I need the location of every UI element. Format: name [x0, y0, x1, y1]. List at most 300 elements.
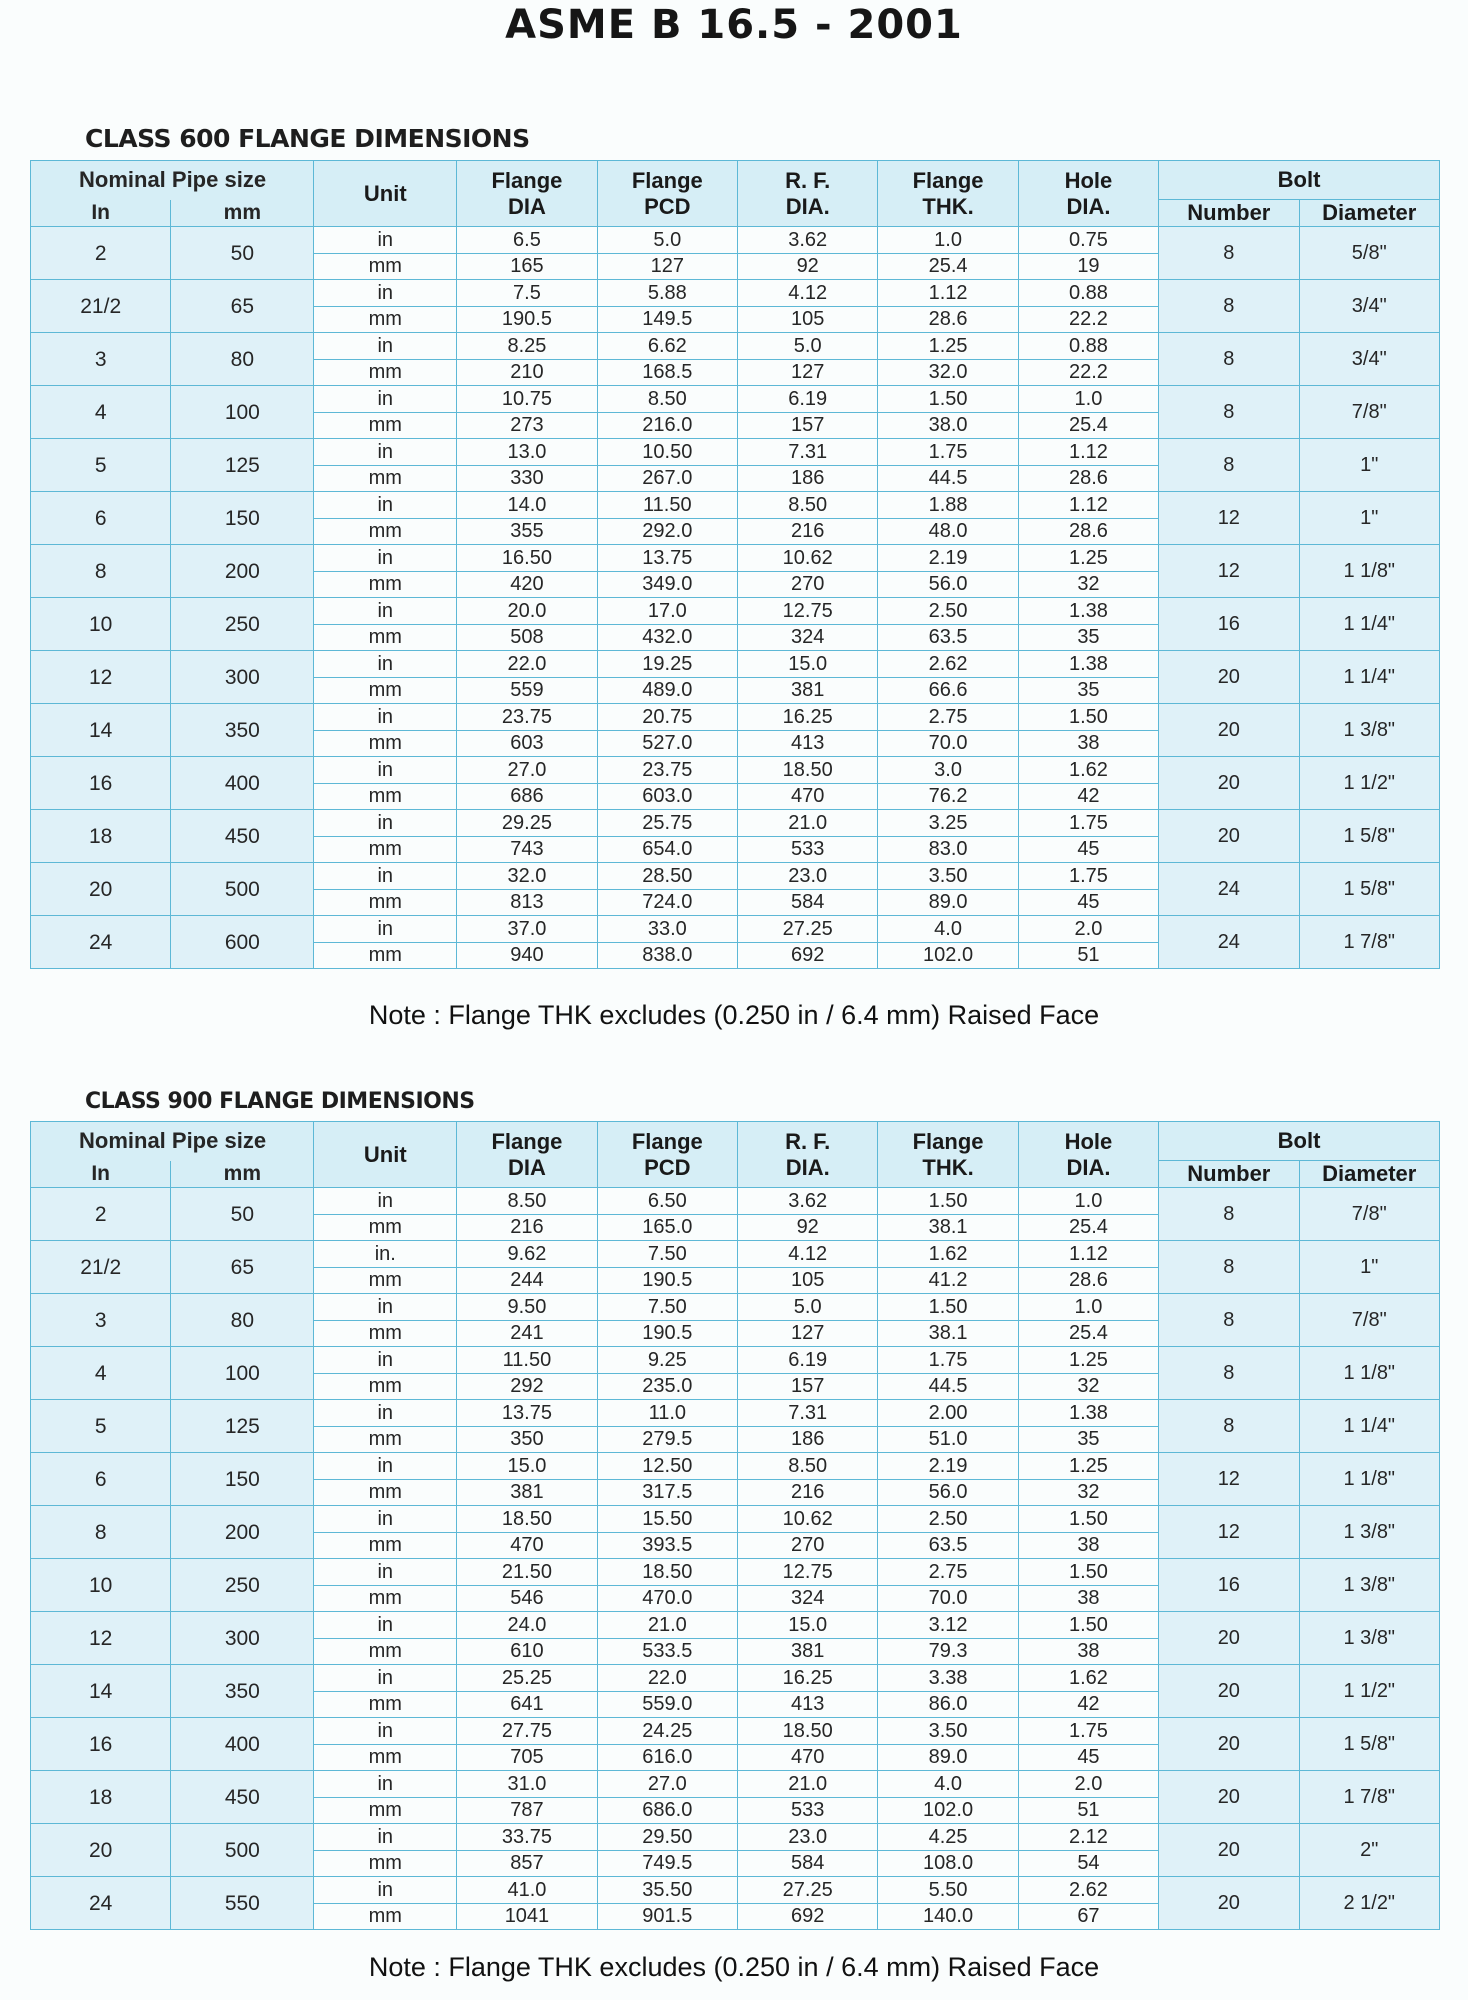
- flange-thk-cell: 1.50: [878, 1294, 1018, 1321]
- flange-pcd-cell: 22.0: [597, 1665, 737, 1692]
- flange-thk-cell: 38.1: [878, 1214, 1018, 1241]
- bolt-number-cell: 24: [1159, 916, 1299, 969]
- unit-cell: mm: [314, 359, 457, 386]
- rf-dia-cell: 584: [738, 889, 878, 916]
- flange-thk-cell: 76.2: [878, 783, 1018, 810]
- bolt-diameter-cell: 1 7/8": [1299, 1771, 1440, 1824]
- bolt-diameter-cell: 5/8": [1299, 227, 1440, 280]
- rf-dia-cell: 381: [738, 677, 878, 704]
- rf-dia-cell: 92: [738, 253, 878, 280]
- hole-dia-cell: 1.0: [1018, 386, 1158, 413]
- unit-cell: mm: [314, 624, 457, 651]
- size-in-cell: 5: [31, 439, 171, 492]
- bolt-diameter-cell: 1 1/8": [1299, 1453, 1440, 1506]
- bolt-number-cell: 12: [1159, 492, 1299, 545]
- unit-cell: mm: [314, 571, 457, 598]
- unit-cell: mm: [314, 465, 457, 492]
- rf-dia-cell: 23.0: [738, 863, 878, 890]
- flange-pcd-cell: 12.50: [597, 1453, 737, 1480]
- hole-dia-header-line1: Hole: [1064, 168, 1113, 194]
- flange-pcd-cell: 11.0: [597, 1400, 737, 1427]
- flange-pcd-cell: 190.5: [597, 1320, 737, 1347]
- hole-dia-cell: 38: [1018, 1638, 1158, 1665]
- hole-dia-cell: 2.62: [1018, 1877, 1158, 1904]
- flange-thk-cell: 2.19: [878, 1453, 1018, 1480]
- flange-pcd-cell: 527.0: [597, 730, 737, 757]
- flange-thk-cell: 70.0: [878, 730, 1018, 757]
- size-in-cell: 16: [31, 757, 171, 810]
- hole-dia-cell: 42: [1018, 1691, 1158, 1718]
- rf-dia-cell: 692: [738, 1903, 878, 1930]
- flange-pcd-cell: 7.50: [597, 1294, 737, 1321]
- flange-dia-cell: 813: [457, 889, 597, 916]
- bolt-number-cell: 20: [1159, 1877, 1299, 1930]
- size-in-cell: 21/2: [31, 1241, 171, 1294]
- hole-dia-cell: 35: [1018, 677, 1158, 704]
- flange-thk-cell: 63.5: [878, 1532, 1018, 1559]
- size-mm-cell: 500: [171, 863, 314, 916]
- rf-dia-cell: 127: [738, 359, 878, 386]
- bolt-number-cell: 16: [1159, 1559, 1299, 1612]
- rf-dia-cell: 92: [738, 1214, 878, 1241]
- size-mm-cell: 350: [171, 704, 314, 757]
- hole-dia-cell: 1.38: [1018, 598, 1158, 625]
- rf-dia-cell: 216: [738, 1479, 878, 1506]
- rf-dia-cell: 413: [738, 730, 878, 757]
- flange-pcd-cell: 17.0: [597, 598, 737, 625]
- table-row: [31, 1294, 1440, 1321]
- bolt-diameter-cell: 1 3/8": [1299, 1506, 1440, 1559]
- bolt-header: Bolt: [1159, 161, 1440, 200]
- flange-dia-cell: 8.50: [457, 1188, 597, 1215]
- flange-dia-cell: 350: [457, 1426, 597, 1453]
- flange-pcd-cell: 8.50: [597, 386, 737, 413]
- bolt-number-cell: 8: [1159, 1347, 1299, 1400]
- bolt-number-cell: 12: [1159, 1453, 1299, 1506]
- bolt-number-cell: 8: [1159, 333, 1299, 386]
- flange-pcd-cell: 267.0: [597, 465, 737, 492]
- flange-thk-header-line1: Flange: [912, 1129, 984, 1155]
- table-row: [31, 1771, 1440, 1798]
- bolt-number-cell: 8: [1159, 227, 1299, 280]
- hole-dia-cell: 28.6: [1018, 518, 1158, 545]
- bolt-number-cell: 20: [1159, 1824, 1299, 1877]
- bolt-diameter-cell: 1 1/8": [1299, 545, 1440, 598]
- flange-pcd-header-line1: Flange: [631, 168, 703, 194]
- flange-dia-header-line2: DIA: [507, 1154, 546, 1180]
- flange-pcd-cell: 292.0: [597, 518, 737, 545]
- flange-pcd-header-line1: Flange: [631, 1129, 703, 1155]
- flange-pcd-cell: 489.0: [597, 677, 737, 704]
- flange-thk-cell: 1.75: [878, 439, 1018, 466]
- hole-dia-cell: 1.62: [1018, 757, 1158, 784]
- rf-dia-cell: 6.19: [738, 386, 878, 413]
- bolt-number-cell: 12: [1159, 545, 1299, 598]
- flange-dia-cell: 857: [457, 1850, 597, 1877]
- flange-thk-cell: 4.0: [878, 1771, 1018, 1798]
- bolt-number-cell: 20: [1159, 1612, 1299, 1665]
- flange-thk-cell: 3.38: [878, 1665, 1018, 1692]
- size-mm-cell: 150: [171, 492, 314, 545]
- hole-dia-cell: 1.62: [1018, 1665, 1158, 1692]
- flange-thk-cell: 51.0: [878, 1426, 1018, 1453]
- flange-dia-cell: 559: [457, 677, 597, 704]
- bolt-number-cell: 20: [1159, 757, 1299, 810]
- flange-dia-cell: 32.0: [457, 863, 597, 890]
- hole-dia-cell: 1.50: [1018, 704, 1158, 731]
- class-600-note: Note : Flange THK excludes (0.250 in / 6.4 mm) Raised Face: [368, 1000, 1100, 1030]
- table-row: [31, 386, 1440, 413]
- size-in-cell: 20: [31, 1824, 171, 1877]
- size-in-cell: 6: [31, 1453, 171, 1506]
- table-row: [31, 1188, 1440, 1215]
- size-in-cell: 2: [31, 227, 171, 280]
- flange-dia-cell: 8.25: [457, 333, 597, 360]
- flange-thk-cell: 38.1: [878, 1320, 1018, 1347]
- hole-dia-cell: 45: [1018, 1744, 1158, 1771]
- rf-dia-cell: 4.12: [738, 1241, 878, 1268]
- unit-cell: in: [314, 1347, 457, 1374]
- in-header: In: [31, 1161, 171, 1188]
- table-row: [31, 333, 1440, 360]
- flange-pcd-header: [597, 1122, 737, 1188]
- flange-pcd-cell: 6.62: [597, 333, 737, 360]
- rf-dia-header-line1: R. F.: [785, 168, 831, 194]
- size-in-cell: 14: [31, 704, 171, 757]
- flange-dia-cell: 686: [457, 783, 597, 810]
- bolt-diameter-cell: 1 7/8": [1299, 916, 1440, 969]
- hole-dia-cell: 54: [1018, 1850, 1158, 1877]
- flange-thk-cell: 86.0: [878, 1691, 1018, 1718]
- flange-thk-cell: 89.0: [878, 1744, 1018, 1771]
- size-in-cell: 18: [31, 1771, 171, 1824]
- hole-dia-cell: 25.4: [1018, 412, 1158, 439]
- hole-dia-cell: 28.6: [1018, 465, 1158, 492]
- flange-thk-cell: 38.0: [878, 412, 1018, 439]
- table-row: [31, 757, 1440, 784]
- flange-thk-cell: 48.0: [878, 518, 1018, 545]
- rf-dia-header-line2: DIA.: [785, 193, 830, 219]
- flange-thk-cell: 102.0: [878, 1797, 1018, 1824]
- table-row: [31, 1665, 1440, 1692]
- flange-dia-cell: 29.25: [457, 810, 597, 837]
- flange-pcd-cell: 349.0: [597, 571, 737, 598]
- size-mm-cell: 250: [171, 1559, 314, 1612]
- rf-dia-header: [738, 161, 878, 227]
- flange-pcd-cell: 28.50: [597, 863, 737, 890]
- unit-cell: in: [314, 810, 457, 837]
- rf-dia-cell: 413: [738, 1691, 878, 1718]
- flange-pcd-cell: 279.5: [597, 1426, 737, 1453]
- flange-dia-cell: 33.75: [457, 1824, 597, 1851]
- size-in-cell: 10: [31, 1559, 171, 1612]
- flange-thk-cell: 2.50: [878, 1506, 1018, 1533]
- flange-thk-cell: 4.0: [878, 916, 1018, 943]
- bolt-number-cell: 20: [1159, 1718, 1299, 1771]
- hole-dia-cell: 32: [1018, 1479, 1158, 1506]
- unit-cell: mm: [314, 1797, 457, 1824]
- flange-pcd-cell: 393.5: [597, 1532, 737, 1559]
- rf-dia-cell: 270: [738, 571, 878, 598]
- rf-dia-cell: 533: [738, 836, 878, 863]
- unit-cell: mm: [314, 1638, 457, 1665]
- flange-pcd-cell: 10.50: [597, 439, 737, 466]
- class-900-note: Note : Flange THK excludes (0.250 in / 6.4 mm) Raised Face: [368, 1952, 1100, 1982]
- flange-pcd-cell: 616.0: [597, 1744, 737, 1771]
- unit-cell: in: [314, 1718, 457, 1745]
- bolt-diameter-cell: 1 5/8": [1299, 1718, 1440, 1771]
- flange-dia-header: [457, 161, 597, 227]
- size-in-cell: 6: [31, 492, 171, 545]
- rf-dia-cell: 23.0: [738, 1824, 878, 1851]
- rf-dia-cell: 21.0: [738, 1771, 878, 1798]
- table-row: [31, 1559, 1440, 1586]
- flange-dia-cell: 10.75: [457, 386, 597, 413]
- flange-thk-cell: 79.3: [878, 1638, 1018, 1665]
- flange-dia-cell: 273: [457, 412, 597, 439]
- flange-dia-cell: 546: [457, 1585, 597, 1612]
- rf-dia-cell: 5.0: [738, 1294, 878, 1321]
- bolt-diameter-cell: 1 1/4": [1299, 651, 1440, 704]
- mm-header: mm: [171, 200, 314, 227]
- bolt-diameter-cell: 3/4": [1299, 333, 1440, 386]
- flange-thk-cell: 4.25: [878, 1824, 1018, 1851]
- bolt-diameter-cell: 2": [1299, 1824, 1440, 1877]
- rf-dia-header-line1: R. F.: [785, 1129, 831, 1155]
- unit-cell: in: [314, 1824, 457, 1851]
- flange-dia-cell: 241: [457, 1320, 597, 1347]
- size-mm-cell: 65: [171, 1241, 314, 1294]
- size-mm-cell: 250: [171, 598, 314, 651]
- bolt-diameter-cell: 1 1/4": [1299, 598, 1440, 651]
- flange-dia-cell: 9.62: [457, 1241, 597, 1268]
- class-600-title: CLASS 600 FLANGE DIMENSIONS: [85, 124, 530, 153]
- flange-dia-cell: 25.25: [457, 1665, 597, 1692]
- table-row: [31, 1718, 1440, 1745]
- unit-cell: in: [314, 757, 457, 784]
- rf-dia-cell: 27.25: [738, 916, 878, 943]
- flange-pcd-cell: 559.0: [597, 1691, 737, 1718]
- rf-dia-cell: 3.62: [738, 227, 878, 254]
- flange-thk-cell: 2.50: [878, 598, 1018, 625]
- hole-dia-cell: 28.6: [1018, 1267, 1158, 1294]
- hole-dia-cell: 0.75: [1018, 227, 1158, 254]
- flange-thk-cell: 1.25: [878, 333, 1018, 360]
- rf-dia-cell: 8.50: [738, 492, 878, 519]
- bolt-number-cell: 24: [1159, 863, 1299, 916]
- rf-dia-cell: 105: [738, 1267, 878, 1294]
- bolt-diameter-cell: 1": [1299, 492, 1440, 545]
- size-mm-cell: 100: [171, 1347, 314, 1400]
- hole-dia-cell: 1.50: [1018, 1559, 1158, 1586]
- unit-cell: in: [314, 439, 457, 466]
- rf-dia-cell: 157: [738, 1373, 878, 1400]
- hole-dia-cell: 19: [1018, 253, 1158, 280]
- bolt-number-cell: 8: [1159, 386, 1299, 439]
- bolt-number-cell: 8: [1159, 280, 1299, 333]
- unit-cell: mm: [314, 942, 457, 969]
- unit-cell: in: [314, 1400, 457, 1427]
- size-mm-cell: 400: [171, 1718, 314, 1771]
- unit-cell: in: [314, 1188, 457, 1215]
- size-in-cell: 12: [31, 1612, 171, 1665]
- size-mm-cell: 450: [171, 1771, 314, 1824]
- bolt-diameter-header: Diameter: [1299, 200, 1440, 227]
- unit-cell: in: [314, 333, 457, 360]
- flange-thk-cell: 56.0: [878, 571, 1018, 598]
- flange-dia-cell: 14.0: [457, 492, 597, 519]
- rf-dia-cell: 18.50: [738, 757, 878, 784]
- hole-dia-cell: 67: [1018, 1903, 1158, 1930]
- unit-cell: in: [314, 1453, 457, 1480]
- size-mm-cell: 450: [171, 810, 314, 863]
- flange-pcd-cell: 432.0: [597, 624, 737, 651]
- unit-cell: in: [314, 1559, 457, 1586]
- flange-thk-cell: 28.6: [878, 306, 1018, 333]
- unit-cell: mm: [314, 306, 457, 333]
- rf-dia-cell: 470: [738, 1744, 878, 1771]
- table-row: [31, 545, 1440, 572]
- flange-pcd-cell: 23.75: [597, 757, 737, 784]
- table-row: [31, 1347, 1440, 1374]
- bolt-diameter-cell: 1 3/8": [1299, 1612, 1440, 1665]
- size-in-cell: 20: [31, 863, 171, 916]
- table-row: [31, 1506, 1440, 1533]
- hole-dia-cell: 2.0: [1018, 1771, 1158, 1798]
- flange-dia-cell: 7.5: [457, 280, 597, 307]
- flange-thk-cell: 83.0: [878, 836, 1018, 863]
- size-in-cell: 8: [31, 1506, 171, 1559]
- unit-cell: in: [314, 1294, 457, 1321]
- table-row: [31, 863, 1440, 890]
- unit-cell: mm: [314, 783, 457, 810]
- flange-pcd-cell: 29.50: [597, 1824, 737, 1851]
- size-mm-cell: 200: [171, 545, 314, 598]
- unit-cell: in: [314, 1877, 457, 1904]
- hole-dia-cell: 25.4: [1018, 1320, 1158, 1347]
- hole-dia-cell: 32: [1018, 1373, 1158, 1400]
- rf-dia-cell: 27.25: [738, 1877, 878, 1904]
- size-in-cell: 14: [31, 1665, 171, 1718]
- flange-thk-cell: 1.50: [878, 386, 1018, 413]
- unit-cell: in.: [314, 1241, 457, 1268]
- flange-thk-cell: 44.5: [878, 465, 1018, 492]
- hole-dia-cell: 1.50: [1018, 1612, 1158, 1639]
- flange-pcd-header-line2: PCD: [644, 193, 691, 219]
- flange-dia-header-line2: DIA: [507, 193, 546, 219]
- flange-dia-cell: 787: [457, 1797, 597, 1824]
- flange-pcd-cell: 9.25: [597, 1347, 737, 1374]
- unit-cell: mm: [314, 1426, 457, 1453]
- flange-dia-cell: 190.5: [457, 306, 597, 333]
- unit-cell: mm: [314, 889, 457, 916]
- flange-pcd-cell: 165.0: [597, 1214, 737, 1241]
- nominal-pipe-size-header: Nominal Pipe size: [31, 161, 314, 200]
- flange-pcd-cell: 127: [597, 253, 737, 280]
- flange-dia-cell: 292: [457, 1373, 597, 1400]
- flange-pcd-cell: 24.25: [597, 1718, 737, 1745]
- unit-header: Unit: [314, 161, 457, 227]
- flange-dia-cell: 165: [457, 253, 597, 280]
- hole-dia-cell: 32: [1018, 571, 1158, 598]
- flange-thk-cell: 1.12: [878, 280, 1018, 307]
- flange-dia-cell: 27.75: [457, 1718, 597, 1745]
- flange-dia-cell: 610: [457, 1638, 597, 1665]
- flange-dia-cell: 11.50: [457, 1347, 597, 1374]
- flange-thk-cell: 1.88: [878, 492, 1018, 519]
- rf-dia-header-line2: DIA.: [785, 1154, 830, 1180]
- hole-dia-cell: 45: [1018, 836, 1158, 863]
- flange-thk-cell: 1.50: [878, 1188, 1018, 1215]
- rf-dia-cell: 692: [738, 942, 878, 969]
- flange-dia-cell: 6.5: [457, 227, 597, 254]
- rf-dia-cell: 381: [738, 1638, 878, 1665]
- rf-dia-cell: 21.0: [738, 810, 878, 837]
- bolt-number-cell: 20: [1159, 704, 1299, 757]
- unit-cell: mm: [314, 677, 457, 704]
- hole-dia-cell: 51: [1018, 1797, 1158, 1824]
- flange-pcd-cell: 33.0: [597, 916, 737, 943]
- flange-dia-cell: 41.0: [457, 1877, 597, 1904]
- size-mm-cell: 50: [171, 1188, 314, 1241]
- size-mm-cell: 80: [171, 1294, 314, 1347]
- flange-dia-cell: 705: [457, 1744, 597, 1771]
- flange-dia-cell: 940: [457, 942, 597, 969]
- size-mm-cell: 50: [171, 227, 314, 280]
- rf-dia-cell: 15.0: [738, 1612, 878, 1639]
- bolt-number-cell: 20: [1159, 1665, 1299, 1718]
- bolt-diameter-cell: 2 1/2": [1299, 1877, 1440, 1930]
- hole-dia-cell: 1.12: [1018, 492, 1158, 519]
- flange-dia-cell: 508: [457, 624, 597, 651]
- table-row: [31, 1400, 1440, 1427]
- unit-cell: in: [314, 598, 457, 625]
- flange-dia-cell: 13.75: [457, 1400, 597, 1427]
- size-in-cell: 18: [31, 810, 171, 863]
- size-in-cell: 10: [31, 598, 171, 651]
- rf-dia-cell: 105: [738, 306, 878, 333]
- table-row: [31, 810, 1440, 837]
- bolt-number-cell: 8: [1159, 1294, 1299, 1347]
- size-in-cell: 24: [31, 916, 171, 969]
- table-row: [31, 704, 1440, 731]
- flange-pcd-cell: 470.0: [597, 1585, 737, 1612]
- flange-pcd-header-line2: PCD: [644, 1154, 691, 1180]
- hole-dia-cell: 1.25: [1018, 1453, 1158, 1480]
- flange-thk-cell: 89.0: [878, 889, 1018, 916]
- flange-pcd-cell: 190.5: [597, 1267, 737, 1294]
- flange-dia-cell: 641: [457, 1691, 597, 1718]
- hole-dia-cell: 1.75: [1018, 1718, 1158, 1745]
- flange-pcd-header: [597, 161, 737, 227]
- flange-thk-cell: 102.0: [878, 942, 1018, 969]
- unit-cell: mm: [314, 1691, 457, 1718]
- flange-pcd-cell: 27.0: [597, 1771, 737, 1798]
- flange-dia-cell: 22.0: [457, 651, 597, 678]
- flange-dia-cell: 743: [457, 836, 597, 863]
- flange-pcd-cell: 317.5: [597, 1479, 737, 1506]
- bolt-diameter-cell: 1 1/4": [1299, 1400, 1440, 1453]
- flange-dia-cell: 20.0: [457, 598, 597, 625]
- flange-thk-cell: 25.4: [878, 253, 1018, 280]
- flange-thk-cell: 1.62: [878, 1241, 1018, 1268]
- bolt-number-header: Number: [1159, 200, 1299, 227]
- header-row: [31, 1122, 1440, 1161]
- flange-pcd-cell: 724.0: [597, 889, 737, 916]
- unit-cell: in: [314, 1612, 457, 1639]
- table-row: [31, 492, 1440, 519]
- flange-dia-cell: 1041: [457, 1903, 597, 1930]
